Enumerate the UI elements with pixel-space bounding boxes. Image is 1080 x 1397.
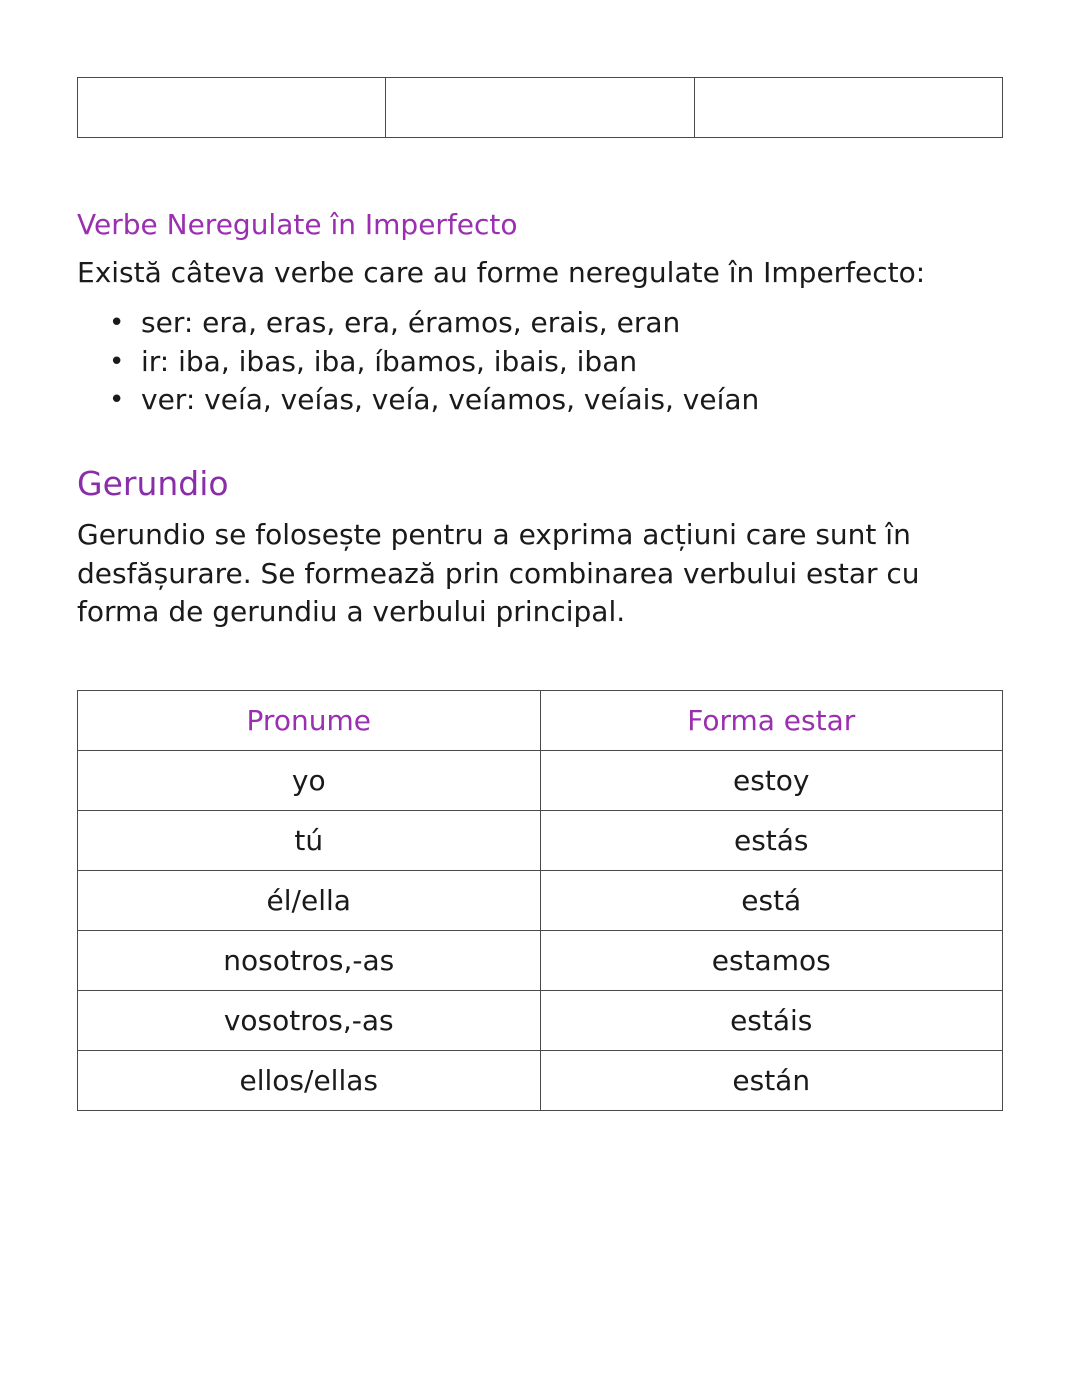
bullet-icon: • [109, 308, 125, 338]
table-cell [78, 78, 386, 138]
table-row [78, 931, 1003, 991]
bullet-icon: • [109, 385, 125, 415]
irregular-verbs-list [77, 304, 759, 420]
table-row [78, 991, 1003, 1051]
list-item-text: ir: iba, ibas, iba, íbamos, ibais, iban [141, 344, 638, 378]
table-cell [694, 78, 1002, 138]
bullet-icon: • [109, 346, 125, 377]
table-row [78, 811, 1003, 871]
list-item-text: ver: veía, veías, veía, veíamos, veíais, veían [141, 383, 760, 416]
estar-form-cell: está [540, 871, 1003, 931]
pronoun-cell: vosotros,-as [78, 991, 541, 1051]
table-row [78, 78, 1003, 138]
pronoun-cell: nosotros,-as [78, 931, 541, 991]
pronoun-cell: él/ella [78, 871, 541, 931]
estar-form-cell: estáis [540, 991, 1003, 1051]
list-item [77, 343, 759, 382]
pronoun-cell: tú [78, 811, 541, 871]
gerundio-heading: Gerundio [77, 464, 229, 503]
estar-form-cell: están [540, 1051, 1003, 1111]
column-header-estar: Forma estar [540, 691, 1003, 751]
list-item [77, 381, 759, 420]
pronoun-cell: ellos/ellas [78, 1051, 541, 1111]
table-row [78, 1051, 1003, 1111]
irregular-verbs-intro: Există câteva verbe care au forme neregulate în Imperfecto: [77, 256, 926, 289]
column-header-pronoun: Pronume [78, 691, 541, 751]
estar-form-cell: estoy [540, 751, 1003, 811]
table-row [78, 871, 1003, 931]
list-item-text: ser: era, eras, era, éramos, erais, eran [141, 306, 681, 339]
estar-form-cell: estás [540, 811, 1003, 871]
pronoun-cell: yo [78, 751, 541, 811]
table-row [78, 751, 1003, 811]
estar-conjugation-table [77, 690, 1003, 1111]
estar-form-cell: estamos [540, 931, 1003, 991]
list-item [77, 304, 759, 343]
irregular-verbs-heading: Verbe Neregulate în Imperfecto [77, 208, 518, 241]
table-header-row [78, 691, 1003, 751]
gerundio-paragraph: Gerundio se folosește pentru a exprima acțiuni care sunt în desfășurare. Se formează prin combinarea verbului estar cu forma de gerundiu a verbului principal. [77, 518, 920, 629]
table-cell [386, 78, 694, 138]
empty-table [77, 77, 1003, 138]
